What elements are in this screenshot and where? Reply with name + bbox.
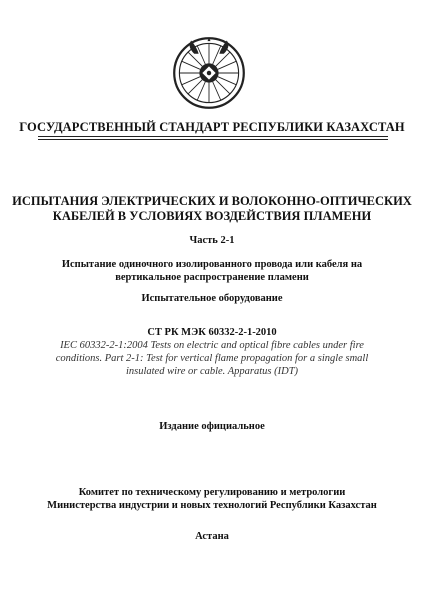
international-line-1: IEC 60332-2-1:2004 Tests on electric and optical fibre cables under fire bbox=[60, 340, 364, 351]
international-line-2: conditions. Part 2-1: Test for vertical flame propagation for a single small bbox=[55, 353, 369, 364]
header-rule-bottom bbox=[38, 139, 388, 140]
subtitle-line-2: вертикальное распространение пламени bbox=[115, 272, 309, 283]
document-title bbox=[0, 194, 424, 224]
publication-city: Астана bbox=[195, 531, 229, 542]
publisher-line-2: Министерства индустрии и новых технологий Республики Казахстан bbox=[47, 500, 377, 511]
equipment-heading: Испытательное оборудование bbox=[141, 293, 283, 304]
document-subtitle bbox=[0, 258, 424, 284]
kazakhstan-state-emblem-icon bbox=[172, 36, 246, 110]
edition-label: Издание официальное bbox=[159, 421, 265, 432]
header-rule-top bbox=[38, 136, 388, 137]
header-title: ГОСУДАРСТВЕННЫЙ СТАНДАРТ РЕСПУБЛИКИ КАЗАХСТАН bbox=[19, 120, 405, 134]
publisher-line-1: Комитет по техническому регулированию и метрологии bbox=[78, 487, 346, 498]
part-number: Часть 2-1 bbox=[189, 235, 235, 246]
subtitle-line-1: Испытание одиночного изолированного провода или кабеля на bbox=[61, 259, 363, 270]
international-line-3: insulated wire or cable. Apparatus (IDT) bbox=[125, 366, 299, 377]
publisher bbox=[0, 486, 424, 512]
title-line-1: ИСПЫТАНИЯ ЭЛЕКТРИЧЕСКИХ И ВОЛОКОННО-ОПТИЧЕСКИХ bbox=[12, 194, 412, 208]
standard-number: СТ РК МЭК 60332-2-1-2010 bbox=[147, 327, 277, 338]
title-line-2: КАБЕЛЕЙ В УСЛОВИЯХ ВОЗДЕЙСТВИЯ ПЛАМЕНИ bbox=[52, 209, 372, 223]
international-standard-reference bbox=[0, 339, 424, 378]
